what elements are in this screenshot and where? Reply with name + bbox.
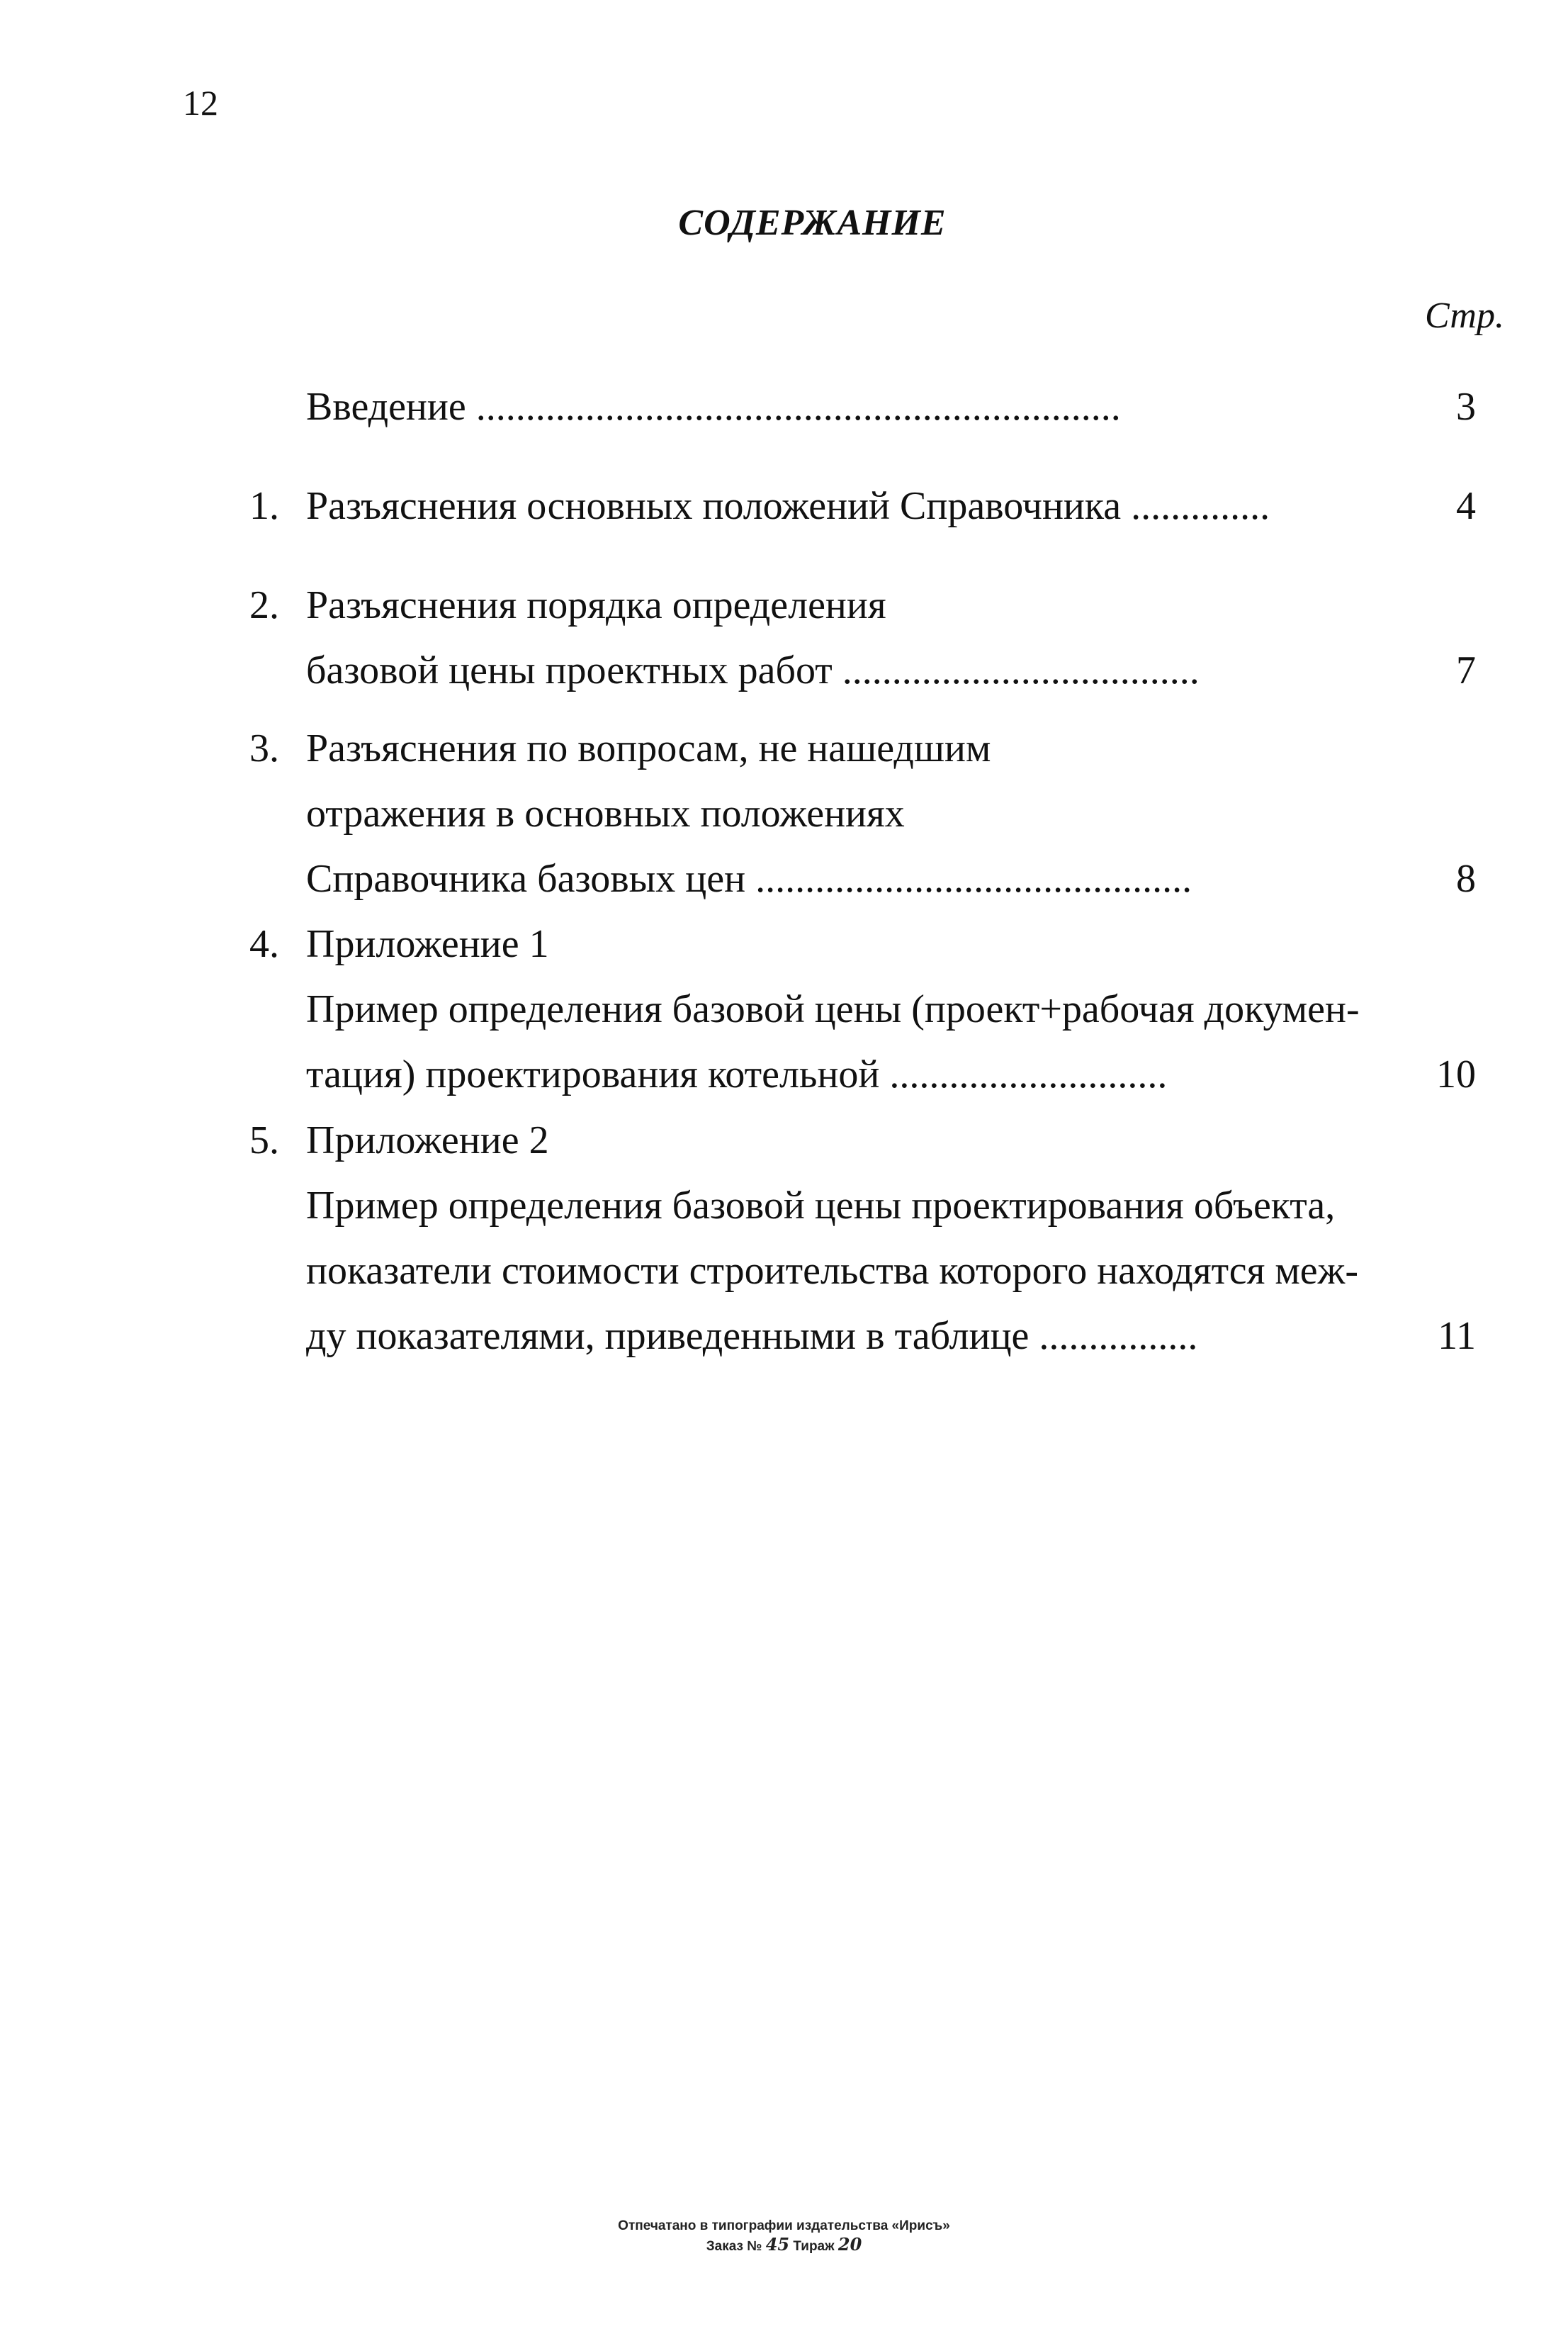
toc-entry-line: базовой цены проектных работ ....................................	[306, 649, 1200, 692]
page-column-label: Стр.	[1425, 296, 1504, 336]
toc-entry-line: Разъяснения по вопросам, не нашедшим	[306, 726, 991, 770]
toc-entry-page: 3	[1456, 385, 1476, 429]
order-label: Заказ №	[706, 2239, 762, 2254]
toc-entry-line: Приложение 2	[306, 1118, 549, 1162]
imprint-order-line	[0, 2235, 1568, 2256]
order-number: 45	[765, 2234, 790, 2255]
toc-entry-line: Справочника базовых цен ............................................	[306, 857, 1192, 901]
toc-entry-line: Разъяснения порядка определения	[306, 583, 886, 627]
imprint-line: Отпечатано в типографии издательства «Ирисъ»	[618, 2218, 950, 2233]
toc-entry-line: тация) проектирования котельной ............................	[306, 1053, 1168, 1096]
toc-entry-page: 10	[1436, 1053, 1476, 1096]
print-run-value: 20	[837, 2234, 862, 2255]
page-title: СОДЕРЖАНИЕ	[678, 203, 947, 243]
printer-imprint	[0, 2217, 1568, 2256]
toc-entry-number: 2.	[249, 583, 279, 627]
toc-entry-line: Пример определения базовой цены (проект+рабочая докумен-	[306, 987, 1360, 1031]
toc-entry-page: 11	[1438, 1314, 1476, 1358]
toc-entry-line: показатели стоимости строительства которого находятся меж-	[306, 1249, 1358, 1293]
toc-entry-page: 4	[1456, 484, 1476, 528]
toc-entry-line: Введение .................................................................	[306, 385, 1121, 429]
toc-entry-page: 8	[1456, 857, 1476, 901]
toc-entry-page: 7	[1456, 649, 1476, 692]
toc-entry-line: Разъяснения основных положений Справочника ..............	[306, 484, 1270, 528]
toc-entry-number: 1.	[249, 484, 279, 528]
toc-entry-number: 5.	[249, 1118, 279, 1162]
toc-entry-number: 3.	[249, 726, 279, 770]
print-run-label: Тираж	[793, 2239, 835, 2254]
toc-entry-number: 4.	[249, 922, 279, 966]
toc-entry-line: Пример определения базовой цены проектирования объекта,	[306, 1184, 1336, 1228]
toc-entry-line: ду показателями, приведенными в таблице ................	[306, 1314, 1198, 1358]
toc-entry-line: Приложение 1	[306, 922, 549, 966]
page-number: 12	[183, 83, 218, 123]
toc-entry-line: отражения в основных положениях	[306, 792, 905, 836]
